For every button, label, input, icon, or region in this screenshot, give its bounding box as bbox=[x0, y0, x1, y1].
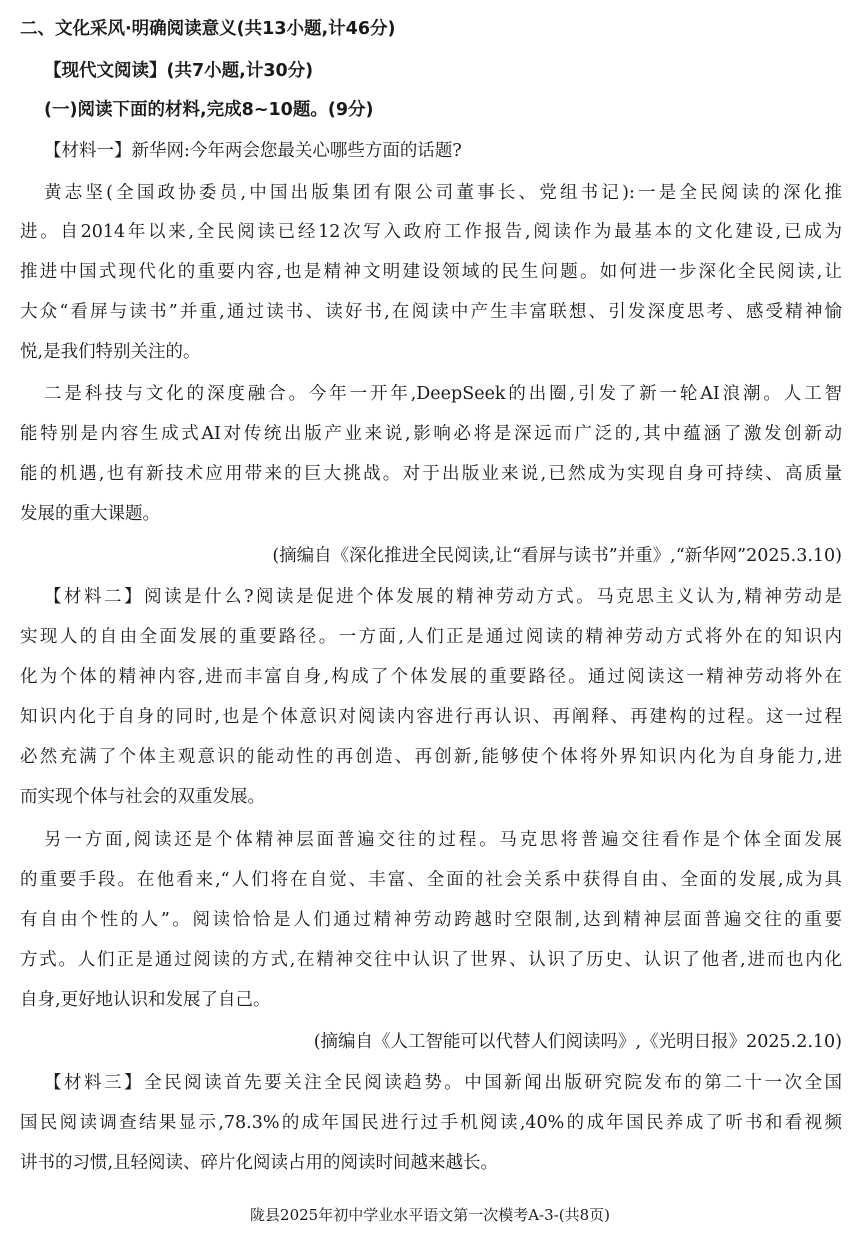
material2-line: 的重要手段。在他看来,“人们将在自觉、丰富、全面的社会关系中获得自由、全面的发展,成为具 bbox=[20, 870, 842, 890]
material1-line: 发展的重大课题。 bbox=[20, 504, 160, 524]
page-footer: 陇县2025年初中学业水平语文第一次模考A-3-(共8页) bbox=[250, 1206, 610, 1224]
material1-line: 进。自2014年以来,全民阅读已经12次写入政府工作报告,阅读作为最基本的文化建设,已成为 bbox=[20, 222, 842, 242]
section-title: 二、文化采风·明确阅读意义(共13小题,计46分) bbox=[20, 19, 396, 39]
material2-line: 自身,更好地认识和发展了自己。 bbox=[20, 990, 271, 1010]
material1-line: 【材料一】新华网:今年两会您最关心哪些方面的话题? bbox=[44, 141, 462, 161]
material1-line: 二是科技与文化的深度融合。今年一开年,DeepSeek的出圈,引发了新一轮AI浪潮。人工智 bbox=[44, 384, 842, 404]
subsection-title: 【现代文阅读】(共7小题,计30分) bbox=[44, 61, 314, 81]
material1-source: (摘编自《深化推进全民阅读,让“看屏与读书”并重》,“新华网”2025.3.10) bbox=[272, 546, 842, 566]
material2-line: 【材料二】阅读是什么?阅读是促进个体发展的精神劳动方式。马克思主义认为,精神劳动是 bbox=[44, 587, 842, 607]
material3-line: 国民阅读调查结果显示,78.3%的成年国民进行过手机阅读,40%的成年国民养成了听书和看视频 bbox=[20, 1113, 842, 1133]
material1-line: 能特别是内容生成式AI对传统出版产业来说,影响必将是深远而广泛的,其中蕴涵了激发创新动 bbox=[20, 424, 842, 444]
part-title: (一)阅读下面的材料,完成8~10题。(9分) bbox=[44, 100, 374, 120]
material1-line: 能的机遇,也有新技术应用带来的巨大挑战。对于出版业来说,已然成为实现自身可持续、高质量 bbox=[20, 464, 842, 484]
material3-line: 【材料三】全民阅读首先要关注全民阅读趋势。中国新闻出版研究院发布的第二十一次全国 bbox=[44, 1073, 842, 1093]
material2-line: 必然充满了个体主观意识的能动性的再创造、再创新,能够使个体将外界知识内化为自身能力,进 bbox=[20, 747, 842, 767]
material1-line: 推进中国式现代化的重要内容,也是精神文明建设领域的民生问题。如何进一步深化全民阅读,让 bbox=[20, 262, 842, 282]
material2-source: (摘编自《人工智能可以代替人们阅读吗》,《光明日报》2025.2.10) bbox=[313, 1032, 842, 1052]
material2-line: 化为个体的精神内容,进而丰富自身,构成了个体发展的重要路径。通过阅读这一精神劳动将外在 bbox=[20, 667, 842, 687]
material2-line: 方式。人们正是通过阅读的方式,在精神交往中认识了世界、认识了历史、认识了他者,进而也内化 bbox=[20, 950, 842, 970]
material1-line: 黄志坚(全国政协委员,中国出版集团有限公司董事长、党组书记):一是全民阅读的深化推 bbox=[44, 183, 842, 203]
material2-line: 有自由个性的人”。阅读恰恰是人们通过精神劳动跨越时空限制,达到精神层面普遍交往的重要 bbox=[20, 910, 842, 930]
material2-line: 另一方面,阅读还是个体精神层面普遍交往的过程。马克思将普遍交往看作是个体全面发展 bbox=[44, 830, 842, 850]
material2-line: 实现人的自由全面发展的重要路径。一方面,人们正是通过阅读的精神劳动方式将外在的知识内 bbox=[20, 627, 842, 647]
material1-line: 悦,是我们特别关注的。 bbox=[20, 342, 201, 362]
material2-line: 而实现个体与社会的双重发展。 bbox=[20, 787, 265, 807]
material2-line: 知识内化于自身的同时,也是个体意识对阅读内容进行再认识、再阐释、再建构的过程。这一过程 bbox=[20, 707, 842, 727]
material1-line: 大众“看屏与读书”并重,通过读书、读好书,在阅读中产生丰富联想、引发深度思考、感受精神愉 bbox=[20, 302, 842, 322]
material3-line: 讲书的习惯,且轻阅读、碎片化阅读占用的阅读时间越来越长。 bbox=[20, 1153, 499, 1173]
